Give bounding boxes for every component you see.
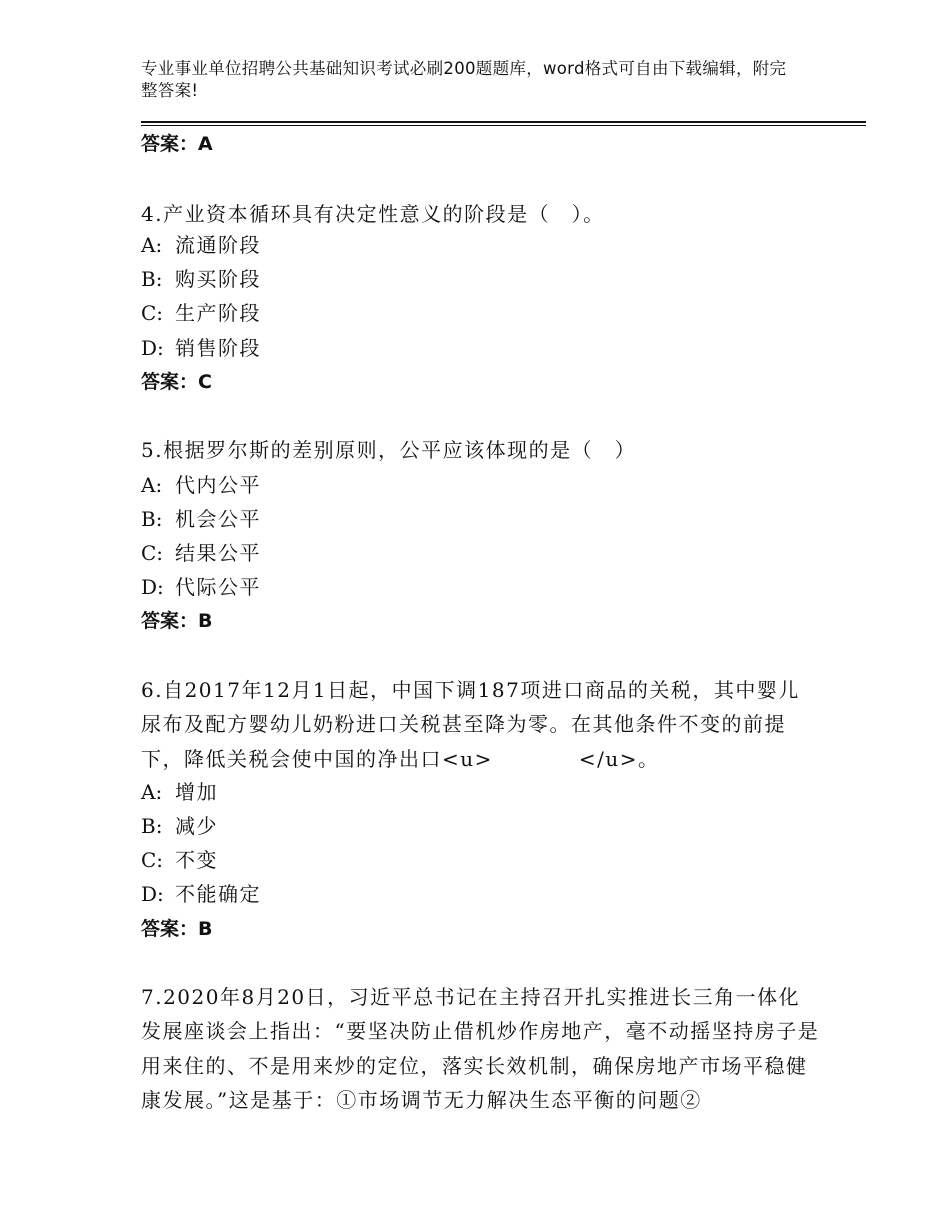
option-letter: D: [141, 882, 164, 906]
question-4-option-d [141, 336, 261, 360]
option-letter: A: [141, 473, 163, 497]
option-text: 生产阶段 [175, 301, 261, 325]
option-letter: C: [141, 848, 164, 872]
option-text: 购买阶段 [175, 267, 261, 291]
question-5-option-d [141, 575, 261, 599]
option-text: 代内公平 [175, 473, 261, 497]
option-text: 结果公平 [175, 541, 261, 565]
option-letter: A: [141, 233, 163, 257]
question-5-text: 5.根据罗尔斯的差别原则，公平应该体现的是（ ） [141, 438, 637, 462]
answer-q6: 答案：B [141, 918, 213, 940]
document-header: 专业事业单位招聘公共基础知识考试必刷200题题库，word格式可自由下载编辑，附完整答案! [141, 59, 787, 100]
question-6-option-c [141, 848, 218, 872]
question-6-option-d [141, 882, 261, 906]
option-letter: B: [141, 507, 163, 531]
question-6-option-b [141, 814, 218, 838]
header-divider-thin [141, 125, 866, 126]
question-5-option-a [141, 473, 261, 497]
option-letter: D: [141, 575, 164, 599]
answer-q3: 答案：A [141, 133, 213, 155]
answer-q4: 答案：C [141, 371, 212, 393]
option-text: 代际公平 [175, 575, 261, 599]
question-4-option-a [141, 233, 261, 257]
option-letter: B: [141, 267, 163, 291]
option-text: 不能确定 [175, 882, 261, 906]
question-6-option-a [141, 780, 218, 804]
header-divider-thick [141, 121, 866, 123]
question-4-option-c [141, 301, 261, 325]
option-text: 流通阶段 [175, 233, 261, 257]
option-text: 机会公平 [175, 507, 261, 531]
question-5-option-b [141, 507, 261, 531]
question-4-text: 4.产业资本循环具有决定性意义的阶段是（ ）。 [141, 202, 605, 226]
option-letter: C: [141, 301, 164, 325]
question-6-text: 6.自2017年12月1日起，中国下调187项进口商品的关税，其中婴儿尿布及配方婴幼儿奶粉进口关税甚至降为零。在其他条件不变的前提下，降低关税会使中国的净出口<u> </u>。 [141, 678, 800, 771]
option-text: 销售阶段 [175, 336, 261, 360]
option-letter: A: [141, 780, 163, 804]
option-letter: D: [141, 336, 164, 360]
option-letter: C: [141, 541, 164, 565]
option-text: 不变 [175, 848, 218, 872]
option-letter: B: [141, 814, 163, 838]
question-7-text: 7.2020年8月20日，习近平总书记在主持召开扎实推进长三角一体化发展座谈会上指出：“要坚决防止借机炒作房地产，毫不动摇坚持房子是用来住的、不是用来炒的定位，落实长效机制，确保房地产市场平稳健康发展。”这是基于：①市场调节无力解决生态平衡的问题② [141, 985, 820, 1112]
answer-q5: 答案：B [141, 610, 213, 632]
option-text: 增加 [175, 780, 218, 804]
question-5-option-c [141, 541, 261, 565]
option-text: 减少 [175, 814, 218, 838]
question-4-option-b [141, 267, 261, 291]
